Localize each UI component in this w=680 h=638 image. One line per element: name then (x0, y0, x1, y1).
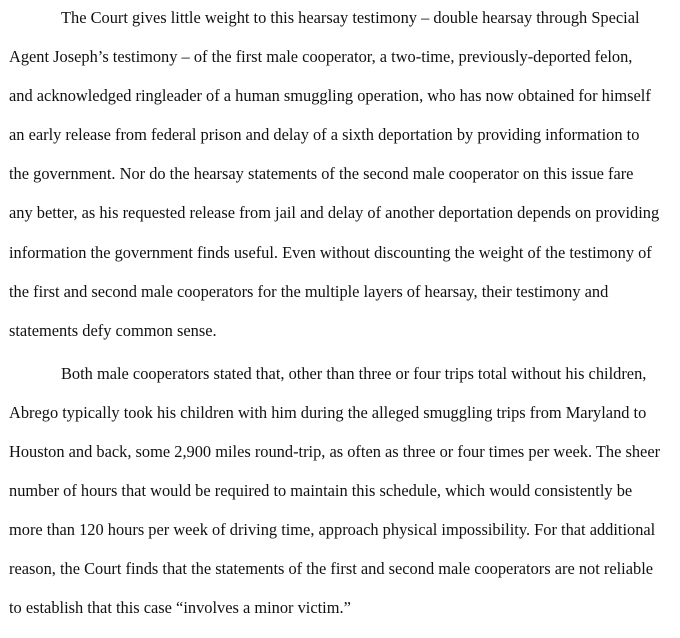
paragraph-1-line-5: the government. Nor do the hearsay statements of the second male cooperator on this issue fare (9, 164, 634, 183)
paragraph-1-line-2: Agent Joseph’s testimony – of the first male cooperator, a two-time, previously-deported felon, (9, 47, 633, 66)
paragraph-2-line-1: Both male cooperators stated that, other than three or four trips total without his children, (61, 364, 647, 383)
paragraph-2-line-4: number of hours that would be required to maintain this schedule, which would consistently be (9, 481, 633, 500)
paragraph-1-line-8: the first and second male cooperators for the multiple layers of hearsay, their testimony and (9, 282, 609, 301)
paragraph-2-line-2: Abrego typically took his children with him during the alleged smuggling trips from Maryland to (9, 403, 647, 422)
paragraph-1-line-4: an early release from federal prison and delay of a sixth deportation by providing information to (9, 125, 640, 144)
paragraph-1-line-1: The Court gives little weight to this hearsay testimony – double hearsay through Special (61, 8, 640, 27)
paragraph-1-line-7: information the government finds useful. Even without discounting the weight of the testimony of (9, 243, 652, 262)
paragraph-2-line-3: Houston and back, some 2,900 miles round-trip, as often as three or four times per week. The sheer (9, 442, 661, 461)
paragraph-1-line-3: and acknowledged ringleader of a human smuggling operation, who has now obtained for himself (9, 86, 651, 105)
paragraph-1-line-6: any better, as his requested release from jail and delay of another deportation depends on providing (9, 203, 660, 222)
paragraph-1-line-9: statements defy common sense. (9, 321, 217, 340)
paragraph-2-line-5: more than 120 hours per week of driving time, approach physical impossibility. For that additional (9, 520, 656, 539)
paragraph-2-line-7: to establish that this case “involves a minor victim.” (9, 598, 351, 617)
paragraph-2-line-6: reason, the Court finds that the statements of the first and second male cooperators are not reliable (9, 559, 654, 578)
